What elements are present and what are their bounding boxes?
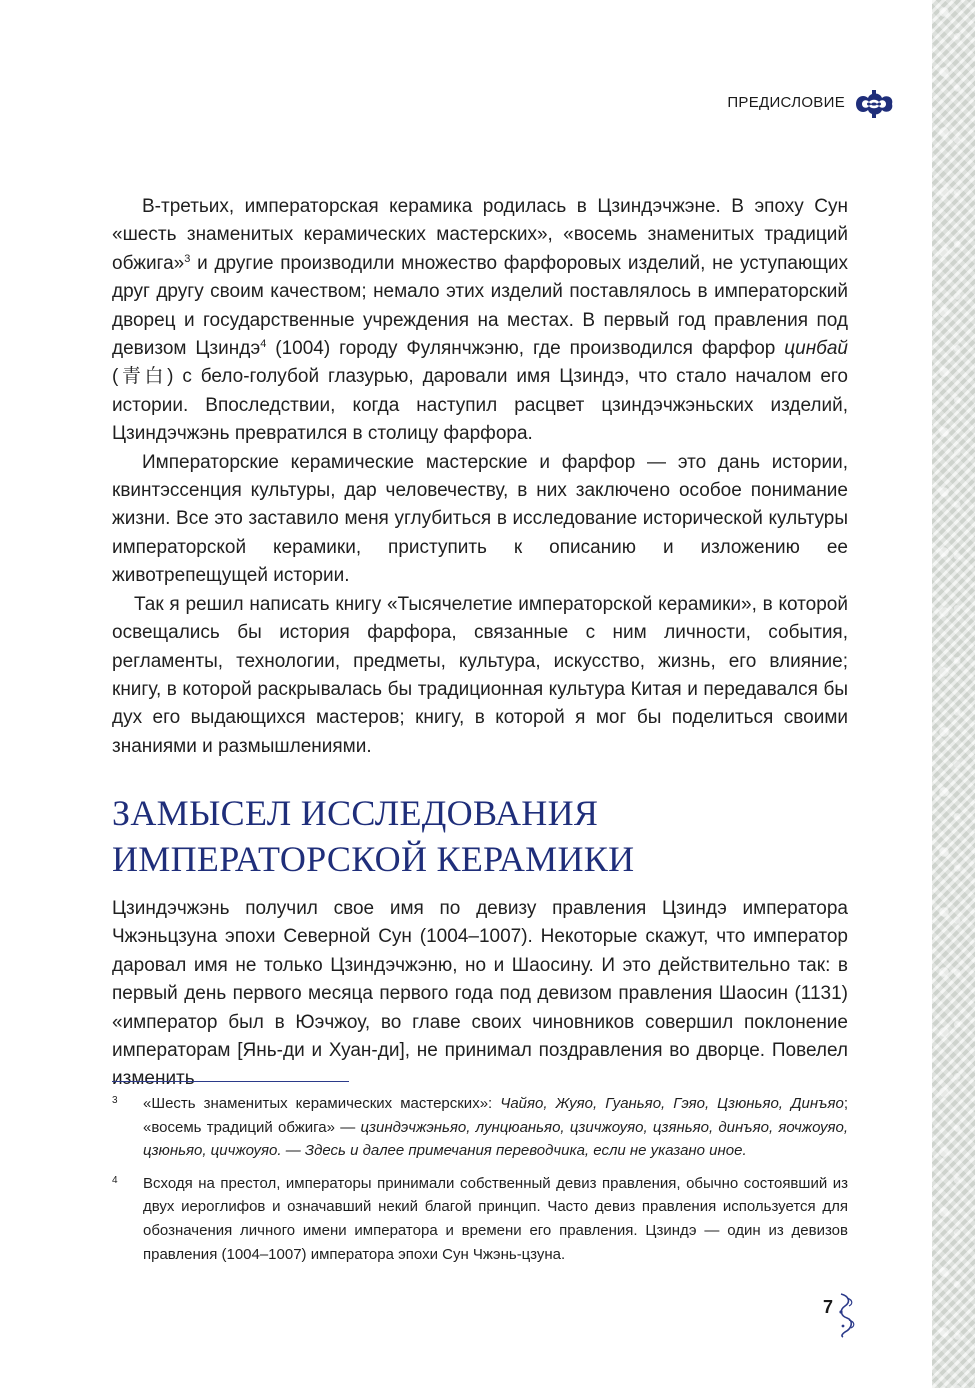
footnote-4: 4 Всходя на престол, императоры принимали собственный девиз правления, обычно состоявший из двух иероглифов и означавший некий благой принцип. Часто девиз правления используется для обозначения личного имени императора и времени его правления. Цзиндэ — один из девизов правления (1004–1007) императора эпохи Сун Чжэнь-цзуна.	[112, 1174, 848, 1263]
preface-text	[112, 193, 848, 761]
running-head: ПРЕДИСЛОВИЕ	[727, 94, 845, 111]
footnotes	[112, 1092, 848, 1275]
cloud-ornament-icon	[852, 88, 896, 120]
footnote-3: 3 «Шесть знаменитых керамических мастерских»: Чайяо, Жуяо, Гуаньяо, Гэяо, Цзюньяо, Динъяо; «восемь традиций обжига» — цзиндэчжэньяо, лунцюаньяо, цзичжоуяо, цзяньяо, динъяо, яочжоуяо, цзюньяо, цичжоуяо. — Здесь и далее примечания переводчика, если не указано иное.	[112, 1095, 848, 1160]
section-text	[112, 895, 848, 1094]
paragraph: Так я решил написать книгу «Тысячелетие императорской керамики», в которой освещались бы история фарфора, связанные с ним личности, события, регламенты, технологии, предметы, культура, искусство, жизнь, его влияние; книгу, в которой раскрывалась бы традиционная культура Китая и передавался бы дух его выдающихся мастеров; книгу, в которой я мог бы поделиться своими знаниями и размышлениями.	[112, 593, 848, 757]
decorative-side-band	[932, 0, 975, 1388]
footnote-ref: 3	[184, 252, 191, 265]
paragraph: В-третьих, императорская керамика родилась в Цзиндэчжэне. В эпоху Сун «шесть знаменитых керамических мастерских», «восемь знаменитых традиций обжига»$^3$ и другие производили множество фарфоровых изделий, не уступающих друг другу своим качеством; немало этих изделий поставлялось в императорский дворец и государственные учреждения на местах. В первый год правления под девизом Цзиндэ$^4$ (1004) городу Фулянчжэню, где производился фарфор цинбай (青白) с бело-голубой глазурью, даровали имя Цзиндэ, что стало началом его истории. Впоследствии, когда наступил расцвет цзиндэчжэньских изделий, Цзиндэчжэнь превратился в столицу фарфора.	[112, 196, 848, 445]
paragraph: Императорские керамические мастерские и фарфор — это дань истории, квинтэссенция культуры, дар человечеству, в них заключено особое понимание жизни. Все это заставило меня углубиться в исследование исторической культуры императорской керамики, приступить к описанию и изложению ее животрепещущей истории.	[112, 451, 848, 587]
scroll-ornament-icon	[835, 1290, 857, 1338]
paragraph: Цзиндэчжэнь получил свое имя по девизу правления Цзиндэ императора Чжэньцзуна эпохи Северной Сун (1004–1007). Некоторые скажут, что император даровал имя не только Цзиндэчжэню, но и Шаосину. И это действительно так: в первый день первого месяца первого года под девизом правления Шаосин (1131) «император был в Юэчжоу, во главе своих чиновников совершил поклонение императорам [Янь-ди и Хуан-ди], не принимал поздравления во дворце. Повелел изменить	[112, 898, 848, 1090]
page-number: 7	[823, 1297, 834, 1317]
section-heading: ЗАМЫСЕЛ ИССЛЕДОВАНИЯ ИМПЕРАТОРСКОЙ КЕРАМИКИ	[112, 793, 635, 879]
footnote-divider	[112, 1081, 349, 1082]
footnote-ref: 4	[260, 338, 267, 351]
